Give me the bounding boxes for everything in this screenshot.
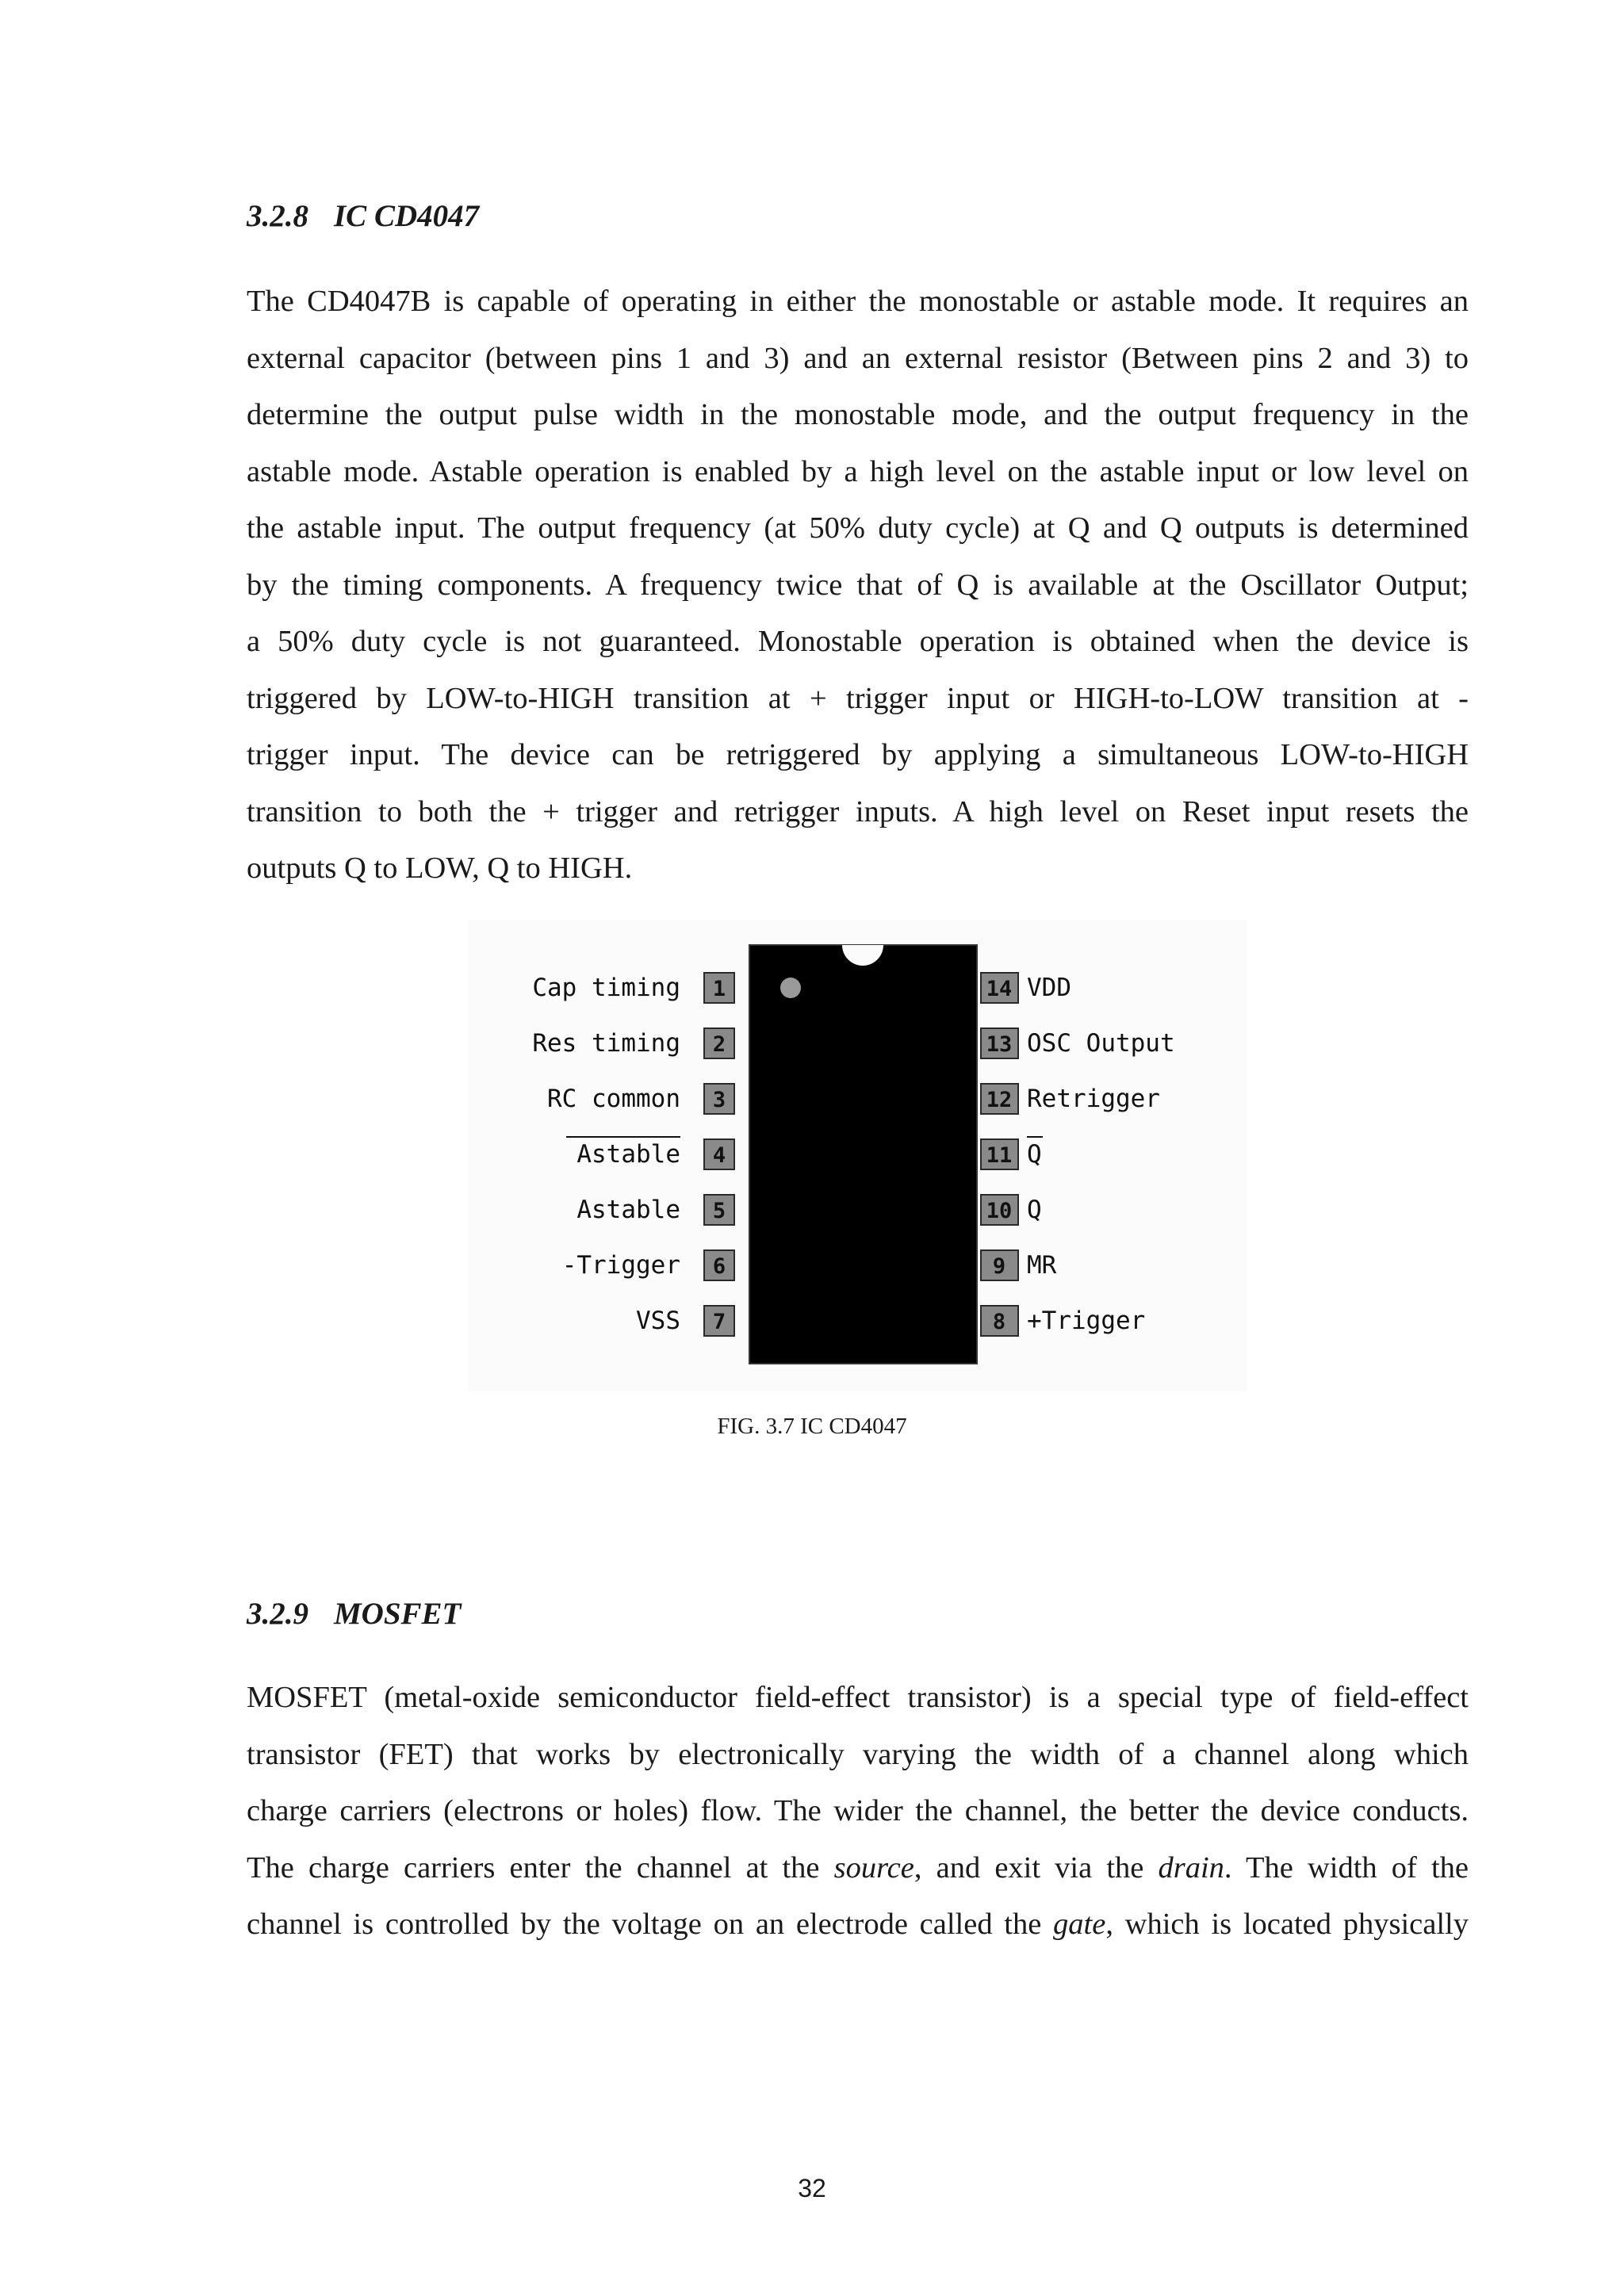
pin-number: 3: [712, 1088, 726, 1112]
pin-label: VSS: [636, 1307, 680, 1335]
pin-label: Astable: [576, 1196, 680, 1224]
paragraph-line: external capacitor (between pins 1 and 3) and an external resistor (Between pins 2 and 3) to: [247, 341, 1469, 375]
paragraph-line: the astable input. The output frequency (at 50% duty cycle) at Q and Q outputs is determined: [247, 511, 1469, 545]
pin-number: 9: [992, 1254, 1006, 1279]
paragraph-line: trigger input. The device can be retriggered by applying a simultaneous LOW-to-HIGH: [247, 738, 1469, 771]
left-pin-group: [532, 973, 734, 1336]
pin-number: 6: [712, 1254, 726, 1279]
text-run: channel is controlled by the voltage on an electrode called the: [247, 1908, 1054, 1941]
pin-3: [547, 1084, 734, 1114]
pin-14: [981, 973, 1071, 1003]
pin-13: [981, 1028, 1175, 1058]
figure-caption: FIG. 3.7 IC CD4047: [717, 1414, 907, 1439]
paragraph-line: outputs Q to LOW, Q to HIGH.: [247, 851, 633, 885]
pin-4: [566, 1137, 734, 1169]
pin-label: Res timing: [532, 1029, 680, 1058]
text-run: , which is located physically: [1105, 1908, 1469, 1941]
pin-label: Retrigger: [1027, 1085, 1160, 1113]
paragraph-line: determine the output pulse width in the monostable mode, and the output frequency in the: [247, 398, 1469, 431]
paragraph-line: charge carriers (electrons or holes) flow. The wider the channel, the better the device conducts.: [247, 1794, 1469, 1827]
pin-number: 5: [712, 1199, 726, 1223]
paragraph-line: MOSFET (metal-oxide semiconductor field-effect transistor) is a special type of field-effect: [247, 1681, 1469, 1714]
section-title: IC CD4047: [334, 199, 480, 233]
ic-pinout-diagram: [468, 920, 1247, 1391]
pin-number: 4: [712, 1143, 726, 1168]
paragraph-line: astable mode. Astable operation is enabled by a high level on the astable input or low level on: [247, 454, 1469, 488]
pin-2: [532, 1028, 734, 1058]
pin-number: 12: [986, 1088, 1013, 1112]
pin-5: [576, 1195, 734, 1225]
pin-label: Astable: [576, 1140, 680, 1169]
term-source: source: [833, 1850, 914, 1885]
paragraph-line: transition to both the + trigger and retrigger inputs. A high level on Reset input resets the: [247, 794, 1469, 828]
pin1-dot-icon: [780, 978, 801, 998]
paragraph-line: triggered by LOW-to-HIGH transition at + trigger input or HIGH-to-LOW transition at -: [247, 681, 1469, 715]
text-run: , and exit via the: [914, 1850, 1159, 1885]
pin-label: Cap timing: [532, 974, 680, 1002]
pin-8: [981, 1306, 1145, 1336]
pin-number: 10: [986, 1199, 1013, 1223]
pin-label: RC common: [547, 1085, 680, 1113]
pin-number: 14: [986, 977, 1013, 1001]
paragraph-line: by the timing components. A frequency twice that of Q is available at the Oscillator Output;: [247, 568, 1469, 602]
section-number: 3.2.9: [247, 1597, 308, 1631]
text-run: The charge carriers enter the channel at the: [247, 1850, 834, 1885]
paragraph-line: [247, 1840, 1469, 1897]
paragraph-line: a 50% duty cycle is not guaranteed. Monostable operation is obtained when the device is: [247, 625, 1469, 658]
page-number: 32: [798, 2174, 826, 2202]
text-run: . The width of the: [1224, 1850, 1469, 1885]
pin-number: 13: [986, 1032, 1013, 1057]
paragraph-line: transistor (FET) that works by electronically varying the width of a channel along which: [247, 1737, 1469, 1771]
pin-number: 1: [712, 977, 726, 1001]
cd4047-paragraph: [247, 274, 1469, 897]
pin-label: MR: [1027, 1251, 1057, 1280]
pin-label: Q: [1027, 1140, 1042, 1169]
section-number: 3.2.8: [247, 199, 308, 233]
pin-12: [981, 1084, 1160, 1114]
pin-number: 2: [712, 1032, 726, 1057]
pin-10: [981, 1195, 1042, 1225]
section-heading-mosfet: [247, 1596, 461, 1632]
pin-label: -Trigger: [561, 1251, 680, 1280]
pin-label: +Trigger: [1027, 1307, 1146, 1335]
pin-label: Q: [1027, 1196, 1042, 1224]
pin-label: OSC Output: [1027, 1029, 1175, 1058]
pin-11: [981, 1137, 1043, 1169]
term-drain: drain: [1158, 1850, 1224, 1885]
pin-number: 7: [712, 1310, 726, 1334]
ic-chip-body: [749, 945, 977, 1364]
pin-1: [532, 973, 734, 1003]
ic-pinout-figure: [468, 920, 1247, 1391]
pin-number: 11: [986, 1143, 1013, 1168]
paragraph-line: The CD4047B is capable of operating in either the monostable or astable mode. It requires an: [247, 285, 1469, 318]
section-title: MOSFET: [334, 1597, 462, 1631]
pin-label: VDD: [1027, 974, 1071, 1002]
section-heading-ic-cd4047: [247, 198, 479, 234]
pin-9: [981, 1250, 1057, 1280]
mosfet-paragraph: [247, 1670, 1469, 1954]
pin-6: [562, 1250, 734, 1280]
pin-7: [636, 1306, 734, 1336]
right-pin-group: [981, 973, 1175, 1336]
paragraph-line: [247, 1896, 1469, 1954]
term-gate: gate: [1053, 1908, 1106, 1941]
pin-number: 8: [992, 1310, 1006, 1334]
